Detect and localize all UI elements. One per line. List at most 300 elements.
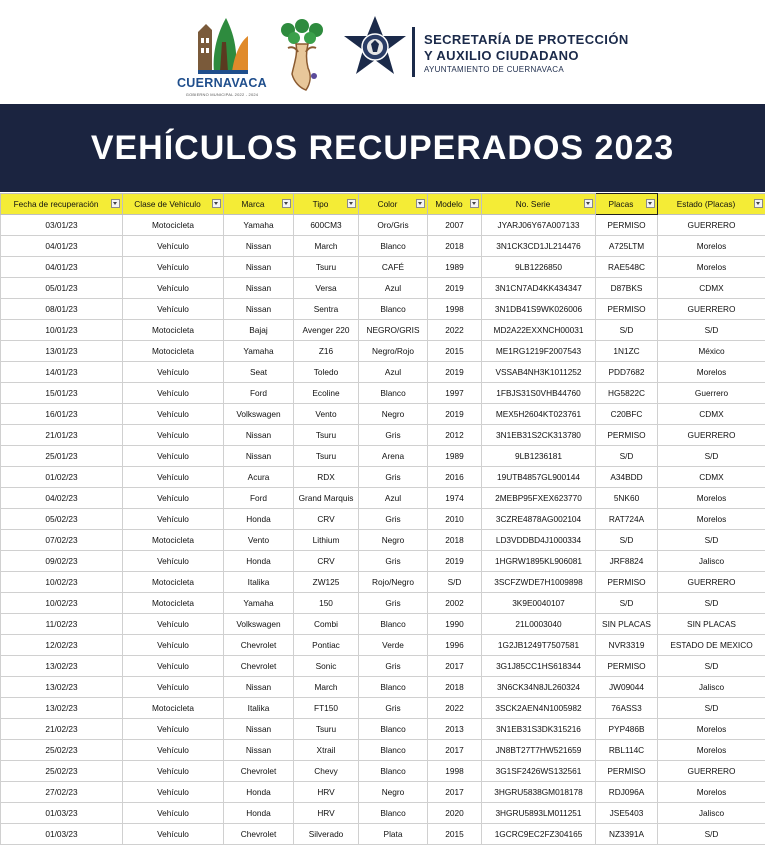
cell-serie: 21L0003040 (482, 614, 596, 635)
filter-dropdown-icon[interactable] (347, 199, 356, 208)
cell-serie: 3HGRU5838GM018178 (482, 782, 596, 803)
cell-serie: 9LB1226850 (482, 257, 596, 278)
cell-clase: Vehículo (123, 257, 224, 278)
cell-fecha: 13/02/23 (1, 677, 123, 698)
cell-placas: JRF8824 (596, 551, 658, 572)
cell-color: Blanco (359, 803, 428, 824)
cell-serie: 1FBJS31S0VHB44760 (482, 383, 596, 404)
cell-modelo: 2002 (428, 593, 482, 614)
cell-serie: 9LB1236181 (482, 446, 596, 467)
table-row (1, 341, 765, 362)
column-header-tipo (294, 194, 359, 215)
cell-tipo: Combi (294, 614, 359, 635)
secretaria-subtitle: AYUNTAMIENTO DE CUERNAVACA (424, 65, 564, 74)
cell-fecha: 21/02/23 (1, 719, 123, 740)
cell-tipo: Versa (294, 278, 359, 299)
cell-modelo: 2007 (428, 215, 482, 236)
cell-tipo: HRV (294, 782, 359, 803)
cell-serie: 3CZRE4878AG002104 (482, 509, 596, 530)
secretaria-title-line1: SECRETARÍA DE PROTECCIÓN (424, 32, 629, 47)
cell-modelo: 2019 (428, 362, 482, 383)
cell-color: Negro (359, 782, 428, 803)
cell-fecha: 13/02/23 (1, 698, 123, 719)
cell-tipo: Silverado (294, 824, 359, 845)
cell-modelo: 1997 (428, 383, 482, 404)
cell-color: Gris (359, 698, 428, 719)
cell-tipo: March (294, 236, 359, 257)
cell-estado: Morelos (658, 509, 765, 530)
cell-modelo: 2019 (428, 404, 482, 425)
cell-clase: Vehículo (123, 488, 224, 509)
cell-placas: S/D (596, 593, 658, 614)
cell-modelo: 1990 (428, 614, 482, 635)
cell-tipo: Tsuru (294, 257, 359, 278)
cell-color: Rojo/Negro (359, 572, 428, 593)
cell-marca: Honda (224, 803, 294, 824)
cell-estado: S/D (658, 530, 765, 551)
table-row (1, 257, 765, 278)
cell-modelo: 2012 (428, 425, 482, 446)
cell-clase: Motocicleta (123, 530, 224, 551)
cell-color: Gris (359, 656, 428, 677)
cell-marca: Chevrolet (224, 656, 294, 677)
cell-serie: 3SCK2AEN4N1005982 (482, 698, 596, 719)
cell-serie: 3N1CK3CD1JL214476 (482, 236, 596, 257)
cell-marca: Nissan (224, 446, 294, 467)
cell-marca: Ford (224, 383, 294, 404)
cell-tipo: Ecoline (294, 383, 359, 404)
cell-placas: PERMISO (596, 656, 658, 677)
cell-fecha: 07/02/23 (1, 530, 123, 551)
cell-color: Blanco (359, 383, 428, 404)
cell-serie: 19UTB4857GL900144 (482, 467, 596, 488)
cell-tipo: 150 (294, 593, 359, 614)
cell-marca: Vento (224, 530, 294, 551)
table-row (1, 509, 765, 530)
cell-marca: Nissan (224, 719, 294, 740)
table-row (1, 383, 765, 404)
column-header-serie (482, 194, 596, 215)
cell-marca: Bajaj (224, 320, 294, 341)
table-row (1, 467, 765, 488)
cell-tipo: Tsuru (294, 425, 359, 446)
column-header-label: Fecha de recuperación (13, 199, 99, 209)
cell-color: Negro/Rojo (359, 341, 428, 362)
cell-color: Blanco (359, 299, 428, 320)
cell-estado: Morelos (658, 236, 765, 257)
cell-fecha: 14/01/23 (1, 362, 123, 383)
column-header-color (359, 194, 428, 215)
cell-placas: NVR3319 (596, 635, 658, 656)
cell-estado: GUERRERO (658, 425, 765, 446)
cell-estado: Jalisco (658, 677, 765, 698)
cell-clase: Vehículo (123, 677, 224, 698)
cell-fecha: 04/02/23 (1, 488, 123, 509)
cell-fecha: 25/02/23 (1, 740, 123, 761)
cell-color: Blanco (359, 236, 428, 257)
cell-modelo: 2018 (428, 677, 482, 698)
table-header-row (1, 194, 765, 215)
cell-clase: Vehículo (123, 635, 224, 656)
cell-tipo: Toledo (294, 362, 359, 383)
cell-estado: S/D (658, 698, 765, 719)
cell-marca: Nissan (224, 257, 294, 278)
cell-estado: S/D (658, 824, 765, 845)
table-row (1, 761, 765, 782)
cell-placas: PYP486B (596, 719, 658, 740)
cuernavaca-logo (168, 12, 276, 98)
table-row (1, 740, 765, 761)
cell-serie: 3N1DB41S9WK026006 (482, 299, 596, 320)
cell-marca: Acura (224, 467, 294, 488)
cell-placas: 76ASS3 (596, 698, 658, 719)
cell-fecha: 25/01/23 (1, 446, 123, 467)
cell-serie: 3SCFZWDE7H1009898 (482, 572, 596, 593)
cell-modelo: 2018 (428, 236, 482, 257)
cell-estado: Morelos (658, 488, 765, 509)
police-badge-logo (340, 14, 410, 89)
cell-marca: Yamaha (224, 593, 294, 614)
cell-placas: A34BDD (596, 467, 658, 488)
cell-modelo: 2022 (428, 320, 482, 341)
cuernavaca-emblem-icon (192, 12, 252, 74)
column-header-label: Placas (608, 199, 634, 209)
cell-clase: Vehículo (123, 740, 224, 761)
cell-estado: SIN PLACAS (658, 614, 765, 635)
cell-fecha: 04/01/23 (1, 257, 123, 278)
cell-clase: Vehículo (123, 803, 224, 824)
cell-estado: CDMX (658, 467, 765, 488)
table-row (1, 446, 765, 467)
cell-marca: Honda (224, 551, 294, 572)
cell-marca: Italika (224, 698, 294, 719)
table-row (1, 530, 765, 551)
cell-estado: Morelos (658, 782, 765, 803)
cuernavaca-logo-text: CUERNAVACA (176, 76, 268, 90)
cell-marca: Yamaha (224, 215, 294, 236)
cell-serie: ME1RG1219F2007543 (482, 341, 596, 362)
cell-serie: 3K9E0040107 (482, 593, 596, 614)
cell-placas: S/D (596, 446, 658, 467)
table-row (1, 698, 765, 719)
cell-tipo: Vento (294, 404, 359, 425)
cell-color: Azul (359, 488, 428, 509)
cell-color: Negro (359, 404, 428, 425)
cell-modelo: 2017 (428, 782, 482, 803)
cell-tipo: Grand Marquis (294, 488, 359, 509)
cell-estado: GUERRERO (658, 761, 765, 782)
cell-clase: Vehículo (123, 404, 224, 425)
cell-placas: A725LTM (596, 236, 658, 257)
tree-logo (276, 18, 328, 99)
filter-dropdown-icon[interactable] (470, 199, 479, 208)
cell-tipo: Sonic (294, 656, 359, 677)
cell-marca: Yamaha (224, 341, 294, 362)
cell-placas: C20BFC (596, 404, 658, 425)
cell-estado: Morelos (658, 362, 765, 383)
cell-tipo: RDX (294, 467, 359, 488)
cell-modelo: 2022 (428, 698, 482, 719)
cell-marca: Honda (224, 782, 294, 803)
cell-marca: Nissan (224, 299, 294, 320)
cell-placas: JW09044 (596, 677, 658, 698)
table-row (1, 719, 765, 740)
filter-dropdown-icon[interactable] (754, 199, 763, 208)
cell-color: Gris (359, 467, 428, 488)
cell-fecha: 09/02/23 (1, 551, 123, 572)
cell-modelo: 2017 (428, 740, 482, 761)
cell-serie: MEX5H2604KT023761 (482, 404, 596, 425)
cell-marca: Seat (224, 362, 294, 383)
cell-modelo: 2015 (428, 824, 482, 845)
table-body (1, 215, 765, 845)
column-header-estado (658, 194, 765, 215)
filter-dropdown-icon[interactable] (416, 199, 425, 208)
table-row (1, 782, 765, 803)
cell-fecha: 10/01/23 (1, 320, 123, 341)
table-row (1, 278, 765, 299)
table-row (1, 572, 765, 593)
column-header-label: Marca (241, 199, 265, 209)
cell-clase: Vehículo (123, 362, 224, 383)
page-header (0, 0, 765, 104)
column-header-label: No. Serie (515, 199, 551, 209)
cell-marca: Chevrolet (224, 824, 294, 845)
cell-clase: Vehículo (123, 509, 224, 530)
cell-tipo: Chevy (294, 761, 359, 782)
cell-placas: HG5822C (596, 383, 658, 404)
cell-fecha: 04/01/23 (1, 236, 123, 257)
cell-estado: GUERRERO (658, 572, 765, 593)
cell-color: Gris (359, 551, 428, 572)
column-header-label: Modelo (435, 199, 463, 209)
cell-placas: S/D (596, 530, 658, 551)
filter-dropdown-icon[interactable] (111, 199, 120, 208)
cell-marca: Nissan (224, 677, 294, 698)
cell-estado: Jalisco (658, 803, 765, 824)
cell-tipo: CRV (294, 509, 359, 530)
cell-placas: JSE5403 (596, 803, 658, 824)
cell-placas: 1N1ZC (596, 341, 658, 362)
cell-placas: PERMISO (596, 215, 658, 236)
cell-estado: ESTADO DE MEXICO (658, 635, 765, 656)
filter-dropdown-icon[interactable] (646, 199, 655, 208)
cell-placas: PERMISO (596, 572, 658, 593)
cell-clase: Vehículo (123, 782, 224, 803)
cell-placas: SIN PLACAS (596, 614, 658, 635)
cell-serie: 3N6CK34N8JL260324 (482, 677, 596, 698)
cell-tipo: HRV (294, 803, 359, 824)
title-banner (0, 104, 765, 192)
cell-fecha: 13/01/23 (1, 341, 123, 362)
column-header-marca (224, 194, 294, 215)
cell-estado: S/D (658, 656, 765, 677)
cell-estado: Morelos (658, 740, 765, 761)
column-header-placas (596, 194, 658, 215)
table-row (1, 614, 765, 635)
table-row (1, 635, 765, 656)
cell-placas: RAE548C (596, 257, 658, 278)
cell-fecha: 05/01/23 (1, 278, 123, 299)
cell-modelo: 1998 (428, 299, 482, 320)
cell-color: Blanco (359, 761, 428, 782)
cell-serie: 3G1SF2426WS132561 (482, 761, 596, 782)
cell-color: Gris (359, 509, 428, 530)
table-row (1, 551, 765, 572)
column-header-label: Estado (Placas) (676, 199, 736, 209)
cell-color: Negro (359, 530, 428, 551)
cell-estado: S/D (658, 593, 765, 614)
cell-tipo: ZW125 (294, 572, 359, 593)
cell-marca: Italika (224, 572, 294, 593)
cell-color: CAFÉ (359, 257, 428, 278)
cell-marca: Nissan (224, 278, 294, 299)
cell-placas: PERMISO (596, 761, 658, 782)
cell-placas: 5NK60 (596, 488, 658, 509)
cell-color: Gris (359, 593, 428, 614)
cell-color: Blanco (359, 719, 428, 740)
cell-clase: Vehículo (123, 383, 224, 404)
cell-estado: GUERRERO (658, 299, 765, 320)
cell-marca: Volkswagen (224, 404, 294, 425)
cell-serie: 1HGRW1895KL906081 (482, 551, 596, 572)
cell-marca: Nissan (224, 425, 294, 446)
cell-placas: S/D (596, 320, 658, 341)
cell-tipo: Xtrail (294, 740, 359, 761)
table-row (1, 299, 765, 320)
cell-color: Oro/Gris (359, 215, 428, 236)
cell-fecha: 03/01/23 (1, 215, 123, 236)
cell-tipo: CRV (294, 551, 359, 572)
cell-estado: Morelos (658, 719, 765, 740)
cell-fecha: 01/02/23 (1, 467, 123, 488)
table-row (1, 488, 765, 509)
column-header-label: Tipo (312, 199, 329, 209)
cell-serie: 3N1EB31S3DK315216 (482, 719, 596, 740)
cell-serie: 3G1J85CC1HS618344 (482, 656, 596, 677)
cell-clase: Motocicleta (123, 698, 224, 719)
cell-fecha: 08/01/23 (1, 299, 123, 320)
column-header-clase (123, 194, 224, 215)
cell-modelo: 1998 (428, 761, 482, 782)
cell-color: Gris (359, 425, 428, 446)
cell-clase: Motocicleta (123, 593, 224, 614)
cell-serie: LD3VDDBD4J1000334 (482, 530, 596, 551)
cell-fecha: 10/02/23 (1, 593, 123, 614)
cell-clase: Vehículo (123, 719, 224, 740)
cell-clase: Vehículo (123, 761, 224, 782)
cell-color: Azul (359, 278, 428, 299)
table-row (1, 425, 765, 446)
cell-color: Verde (359, 635, 428, 656)
cell-fecha: 27/02/23 (1, 782, 123, 803)
cell-fecha: 21/01/23 (1, 425, 123, 446)
cell-modelo: 1989 (428, 446, 482, 467)
cell-serie: 1G2JB1249T7507581 (482, 635, 596, 656)
cell-clase: Vehículo (123, 614, 224, 635)
cell-color: NEGRO/GRIS (359, 320, 428, 341)
cell-modelo: S/D (428, 572, 482, 593)
cell-serie: 3HGRU5893LM011251 (482, 803, 596, 824)
cell-fecha: 25/02/23 (1, 761, 123, 782)
cell-estado: Jalisco (658, 551, 765, 572)
cell-modelo: 1989 (428, 257, 482, 278)
tree-glyph-icon (276, 18, 328, 94)
cell-placas: RDJ096A (596, 782, 658, 803)
cell-marca: Volkswagen (224, 614, 294, 635)
cell-tipo: 600CM3 (294, 215, 359, 236)
cell-marca: Ford (224, 488, 294, 509)
cell-color: Blanco (359, 614, 428, 635)
column-header-fecha (1, 194, 123, 215)
cell-marca: Honda (224, 509, 294, 530)
cuernavaca-logo-subtext: GOBIERNO MUNICIPAL 2022 - 2024 (185, 92, 259, 97)
cell-fecha: 05/02/23 (1, 509, 123, 530)
cell-placas: NZ3391A (596, 824, 658, 845)
table-row (1, 215, 765, 236)
cell-tipo: Tsuru (294, 719, 359, 740)
cell-estado: S/D (658, 320, 765, 341)
cell-modelo: 2010 (428, 509, 482, 530)
table-row (1, 320, 765, 341)
cell-color: Azul (359, 362, 428, 383)
cell-fecha: 13/02/23 (1, 656, 123, 677)
filter-dropdown-icon[interactable] (584, 199, 593, 208)
cell-marca: Chevrolet (224, 761, 294, 782)
cell-color: Plata (359, 824, 428, 845)
filter-dropdown-icon[interactable] (212, 199, 221, 208)
cell-serie: 3N1CN7AD4KK434347 (482, 278, 596, 299)
table-row (1, 236, 765, 257)
table-row (1, 677, 765, 698)
filter-dropdown-icon[interactable] (282, 199, 291, 208)
cell-clase: Motocicleta (123, 572, 224, 593)
cell-tipo: March (294, 677, 359, 698)
column-header-label: Color (377, 199, 398, 209)
cell-tipo: Avenger 220 (294, 320, 359, 341)
cell-fecha: 01/03/23 (1, 803, 123, 824)
table-row (1, 404, 765, 425)
cell-modelo: 2016 (428, 467, 482, 488)
cell-fecha: 16/01/23 (1, 404, 123, 425)
table-row (1, 362, 765, 383)
cell-serie: 1GCRC9EC2FZ304165 (482, 824, 596, 845)
cell-estado: CDMX (658, 404, 765, 425)
cell-tipo: Lithium (294, 530, 359, 551)
cell-clase: Vehículo (123, 278, 224, 299)
cell-modelo: 1996 (428, 635, 482, 656)
cell-tipo: Tsuru (294, 446, 359, 467)
cell-serie: 2MEBP95FXEX623770 (482, 488, 596, 509)
cell-clase: Motocicleta (123, 215, 224, 236)
cell-serie: MD2A22EXXNCH00031 (482, 320, 596, 341)
page-title: VEHÍCULOS RECUPERADOS 2023 (90, 128, 675, 167)
cell-clase: Vehículo (123, 446, 224, 467)
cell-modelo: 2019 (428, 551, 482, 572)
cell-fecha: 12/02/23 (1, 635, 123, 656)
table-row (1, 593, 765, 614)
cell-serie: VSSAB4NH3K1011252 (482, 362, 596, 383)
cell-tipo: FT150 (294, 698, 359, 719)
column-header-modelo (428, 194, 482, 215)
table-row (1, 656, 765, 677)
recovered-vehicles-table (0, 193, 765, 845)
cell-serie: JYARJ06Y67A007133 (482, 215, 596, 236)
cell-estado: CDMX (658, 278, 765, 299)
cell-modelo: 2019 (428, 278, 482, 299)
cell-modelo: 1974 (428, 488, 482, 509)
cell-color: Blanco (359, 740, 428, 761)
